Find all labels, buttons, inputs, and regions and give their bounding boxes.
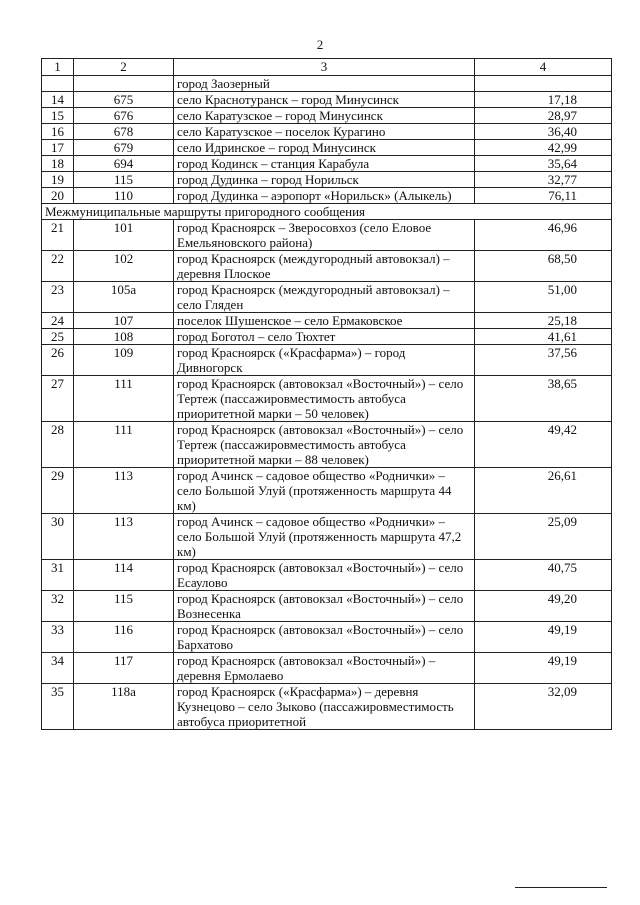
route-value-cell: 26,61 <box>475 468 612 514</box>
route-code-cell: 102 <box>74 251 174 282</box>
route-name-cell: город Боготол – село Тюхтет <box>174 329 475 345</box>
section-header-row <box>42 204 612 220</box>
table-row <box>42 345 612 376</box>
table-row <box>42 76 612 92</box>
row-number-cell: 23 <box>42 282 74 313</box>
table-row <box>42 92 612 108</box>
row-number-cell: 35 <box>42 684 74 730</box>
route-code-cell: 117 <box>74 653 174 684</box>
row-number-cell: 14 <box>42 92 74 108</box>
route-value-cell: 49,19 <box>475 653 612 684</box>
column-header-3: 3 <box>174 59 475 76</box>
table-row <box>42 329 612 345</box>
route-name-cell: поселок Шушенское – село Ермаковское <box>174 313 475 329</box>
row-number-cell: 28 <box>42 422 74 468</box>
table-row <box>42 514 612 560</box>
route-name-cell: город Ачинск – садовое общество «Роднички» – село Большой Улуй (протяженность маршрута 47,2 км) <box>174 514 475 560</box>
route-value-cell: 25,18 <box>475 313 612 329</box>
route-value-cell: 36,40 <box>475 124 612 140</box>
row-number-cell: 34 <box>42 653 74 684</box>
route-name-cell: город Заозерный <box>174 76 475 92</box>
table-row <box>42 313 612 329</box>
table-row <box>42 140 612 156</box>
column-header-4: 4 <box>475 59 612 76</box>
row-number-cell: 21 <box>42 220 74 251</box>
table-row <box>42 220 612 251</box>
table-row <box>42 172 612 188</box>
route-value-cell: 46,96 <box>475 220 612 251</box>
section-title: Межмуниципальные маршруты пригородного сообщения <box>42 204 612 220</box>
route-name-cell: город Красноярск (автовокзал «Восточный») – село Есаулово <box>174 560 475 591</box>
route-name-cell: город Красноярск (автовокзал «Восточный») – село Тертеж (пассажировместимость автобуса приоритетной марки – 88 человек) <box>174 422 475 468</box>
row-number-cell <box>42 76 74 92</box>
route-name-cell: город Кодинск – станция Карабула <box>174 156 475 172</box>
row-number-cell: 16 <box>42 124 74 140</box>
route-name-cell: город Дудинка – аэропорт «Норильск» (Алыкель) <box>174 188 475 204</box>
route-value-cell: 28,97 <box>475 108 612 124</box>
row-number-cell: 17 <box>42 140 74 156</box>
column-header-2: 2 <box>74 59 174 76</box>
route-value-cell: 17,18 <box>475 92 612 108</box>
table-row <box>42 468 612 514</box>
route-value-cell: 35,64 <box>475 156 612 172</box>
route-name-cell: город Красноярск (междугородный автовокзал) – село Гляден <box>174 282 475 313</box>
row-number-cell: 30 <box>42 514 74 560</box>
route-name-cell: город Красноярск – Зверосовхоз (село Еловое Емельяновского района) <box>174 220 475 251</box>
route-value-cell: 25,09 <box>475 514 612 560</box>
table-row <box>42 560 612 591</box>
bottom-rule <box>515 887 607 888</box>
route-value-cell: 49,42 <box>475 422 612 468</box>
route-code-cell: 113 <box>74 514 174 560</box>
table-row <box>42 376 612 422</box>
route-code-cell: 679 <box>74 140 174 156</box>
route-name-cell: город Красноярск («Красфарма») – деревня Кузнецово – село Зыково (пассажировместимость автобуса приоритетной <box>174 684 475 730</box>
table-row <box>42 251 612 282</box>
route-name-cell: город Ачинск – садовое общество «Роднички» – село Большой Улуй (протяженность маршрута 44 км) <box>174 468 475 514</box>
route-code-cell: 678 <box>74 124 174 140</box>
row-number-cell: 26 <box>42 345 74 376</box>
table-row <box>42 653 612 684</box>
route-value-cell: 38,65 <box>475 376 612 422</box>
row-number-cell: 32 <box>42 591 74 622</box>
table-row <box>42 422 612 468</box>
route-code-cell: 110 <box>74 188 174 204</box>
route-code-cell: 107 <box>74 313 174 329</box>
route-code-cell: 116 <box>74 622 174 653</box>
row-number-cell: 19 <box>42 172 74 188</box>
route-code-cell: 111 <box>74 422 174 468</box>
table-row <box>42 124 612 140</box>
route-name-cell: село Каратузское – город Минусинск <box>174 108 475 124</box>
route-name-cell: город Красноярск (автовокзал «Восточный») – село Вознесенка <box>174 591 475 622</box>
route-code-cell <box>74 76 174 92</box>
route-code-cell: 113 <box>74 468 174 514</box>
row-number-cell: 33 <box>42 622 74 653</box>
route-code-cell: 109 <box>74 345 174 376</box>
column-header-1: 1 <box>42 59 74 76</box>
route-code-cell: 115 <box>74 172 174 188</box>
route-name-cell: город Дудинка – город Норильск <box>174 172 475 188</box>
route-code-cell: 118а <box>74 684 174 730</box>
table-row <box>42 591 612 622</box>
route-name-cell: город Красноярск (автовокзал «Восточный») – село Бархатово <box>174 622 475 653</box>
route-code-cell: 114 <box>74 560 174 591</box>
route-code-cell: 694 <box>74 156 174 172</box>
row-number-cell: 22 <box>42 251 74 282</box>
route-code-cell: 108 <box>74 329 174 345</box>
route-code-cell: 111 <box>74 376 174 422</box>
route-name-cell: город Красноярск (междугородный автовокзал) – деревня Плоское <box>174 251 475 282</box>
table-row <box>42 156 612 172</box>
route-code-cell: 115 <box>74 591 174 622</box>
route-code-cell: 675 <box>74 92 174 108</box>
row-number-cell: 31 <box>42 560 74 591</box>
column-number-header-row <box>42 59 612 76</box>
route-value-cell: 32,09 <box>475 684 612 730</box>
route-value-cell: 42,99 <box>475 140 612 156</box>
route-value-cell: 68,50 <box>475 251 612 282</box>
route-value-cell: 49,19 <box>475 622 612 653</box>
row-number-cell: 18 <box>42 156 74 172</box>
page-number: 2 <box>316 37 324 52</box>
route-code-cell: 101 <box>74 220 174 251</box>
table-row <box>42 108 612 124</box>
route-name-cell: город Красноярск («Красфарма») – город Дивногорск <box>174 345 475 376</box>
route-value-cell: 76,11 <box>475 188 612 204</box>
row-number-cell: 24 <box>42 313 74 329</box>
row-number-cell: 15 <box>42 108 74 124</box>
row-number-cell: 29 <box>42 468 74 514</box>
route-value-cell: 40,75 <box>475 560 612 591</box>
table-row <box>42 282 612 313</box>
route-name-cell: город Красноярск (автовокзал «Восточный») – село Тертеж (пассажировместимость автобуса приоритетной марки – 50 человек) <box>174 376 475 422</box>
route-code-cell: 676 <box>74 108 174 124</box>
row-number-cell: 25 <box>42 329 74 345</box>
route-value-cell: 49,20 <box>475 591 612 622</box>
route-value-cell: 41,61 <box>475 329 612 345</box>
routes-table <box>41 58 612 730</box>
route-value-cell: 51,00 <box>475 282 612 313</box>
route-name-cell: село Каратузское – поселок Курагино <box>174 124 475 140</box>
table-row <box>42 622 612 653</box>
route-value-cell: 32,77 <box>475 172 612 188</box>
table-row <box>42 188 612 204</box>
route-value-cell <box>475 76 612 92</box>
route-name-cell: город Красноярск (автовокзал «Восточный») – деревня Ермолаево <box>174 653 475 684</box>
route-value-cell: 37,56 <box>475 345 612 376</box>
route-name-cell: село Краснотуранск – город Минусинск <box>174 92 475 108</box>
table-row <box>42 684 612 730</box>
route-name-cell: село Идринское – город Минусинск <box>174 140 475 156</box>
route-code-cell: 105а <box>74 282 174 313</box>
row-number-cell: 27 <box>42 376 74 422</box>
row-number-cell: 20 <box>42 188 74 204</box>
